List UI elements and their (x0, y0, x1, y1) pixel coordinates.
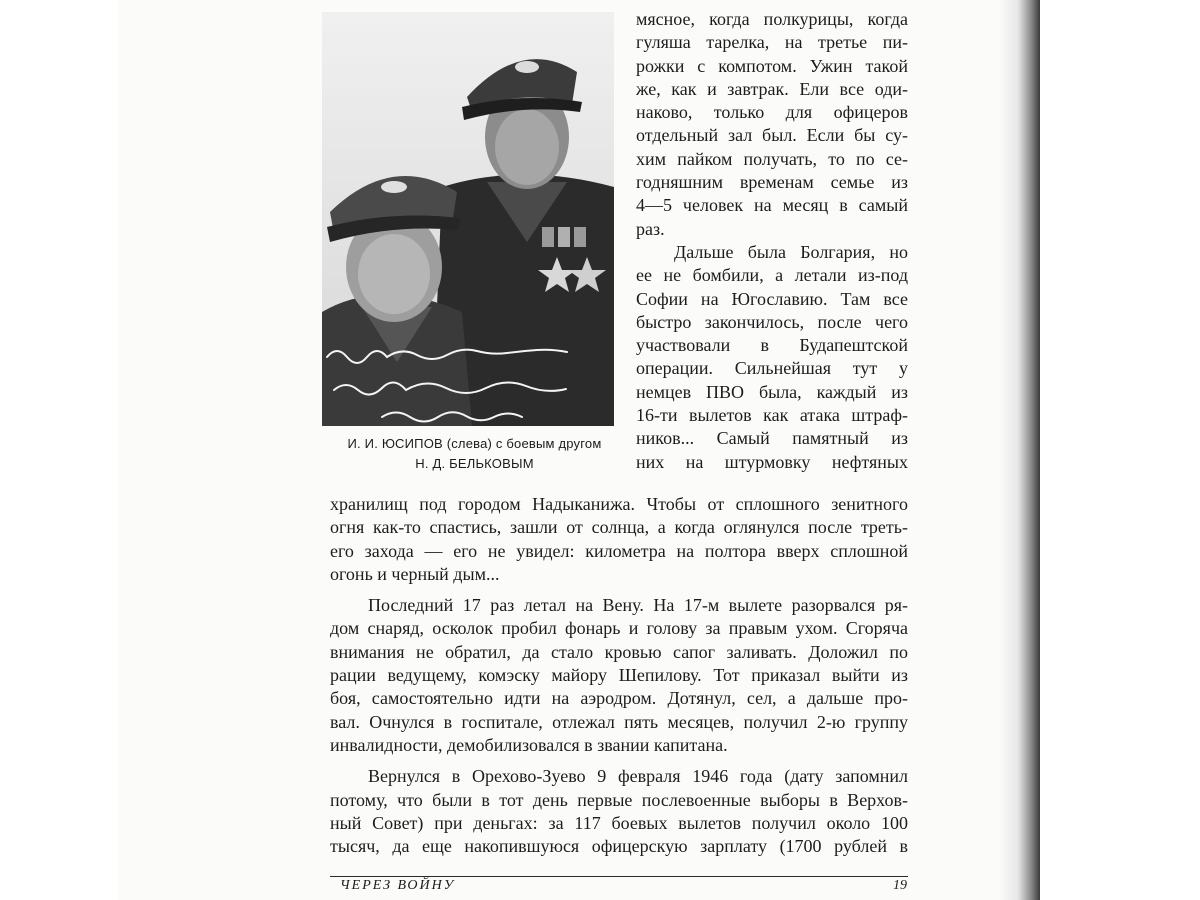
text-line: рожки с компотом. Ужин такой (636, 55, 908, 76)
text-line: Дальше была Болгария, но (674, 241, 908, 262)
text-line: отдельный зал был. Если бы су- (636, 125, 908, 146)
text-line: тысяч, да еще накопившуюся офицерскую зарплату (1700 рублей в (330, 836, 908, 857)
portrait-photo (322, 12, 614, 426)
running-footer-title: ЧЕРЕЗ ВОЙНУ (340, 878, 456, 893)
text-line: операции. Сильнейшая тут у (636, 358, 908, 379)
text-line: быстро закончилось, после чего (636, 311, 908, 332)
portrait-photo-icon (322, 12, 614, 426)
text-line: Вернулся в Орехово-Зуево 9 февраля 1946 года (дату запомнил (368, 766, 908, 787)
text-line: его захода — его не увидел: километра на полтора вверх сплошной (330, 540, 908, 561)
text-line: 4—5 человек на месяц в самый (636, 195, 908, 216)
text-line: дом снаряд, осколок пробил фонарь и голову за правым ухом. Сгоряча (330, 618, 908, 639)
text-body-full (330, 493, 908, 858)
text-line: вал. Очнулся в госпитале, отлежал пять месяцев, получил 2-ю группу (330, 711, 908, 732)
text-line: инвалидности, демобилизовался в звании капитана. (330, 734, 728, 755)
text-line: же, как и завтрак. Ели все оди- (636, 78, 908, 99)
text-line: рации ведущему, комэску майору Шепилову. Тот приказал выйти из (330, 665, 908, 686)
text-line: хранилищ под городом Надыканижа. Чтобы от сплошного зенитного (330, 494, 908, 514)
text-line: 16-ти вылетов как атака штраф- (636, 405, 908, 426)
text-line: Последний 17 раз летал на Вену. На 17-м вылете разорвался ря- (368, 595, 908, 616)
text-line: ный Совет) при деньгах: за 117 боевых вылетов получил около 100 (330, 812, 908, 833)
text-line: Софии на Югославию. Там все (636, 288, 908, 309)
text-line: годняшним временам семье из (636, 172, 908, 193)
page-number: 19 (893, 878, 907, 893)
text-line: участвовали в Будапештской (636, 335, 908, 356)
text-line: гуляша тарелка, на третье пи- (636, 32, 908, 53)
scan-margin (1040, 0, 1200, 900)
text-line: потому, что были в тот день первые послевоенные выборы в Верхов- (330, 789, 908, 810)
caption-line: И. И. ЮСИПОВ (слева) с боевым другом (347, 436, 602, 451)
text-column-right (636, 8, 908, 474)
photo-caption (322, 434, 627, 474)
text-line: раз. (636, 218, 665, 239)
text-line: ников... Самый памятный из (636, 428, 908, 449)
text-line: наково, только для офицеров (636, 102, 908, 123)
text-line: огонь и черный дым... (330, 563, 500, 584)
caption-line: Н. Д. БЕЛЬКОВЫМ (415, 456, 534, 471)
text-line: ее не бомбили, а летали из-под (636, 265, 908, 286)
text-line: боя, самостоятельно идти на аэродром. Дотянул, сел, а дальше про- (330, 688, 908, 709)
footer-rule (330, 876, 908, 877)
text-line: них на штурмовку нефтяных (636, 451, 908, 472)
book-binding-shadow (1000, 0, 1040, 900)
text-line: внимания не обратил, да стало кровью сапог заливать. Доложил по (330, 641, 908, 662)
text-line: огня как-то спастись, зашли от солнца, а когда оглянулся после треть- (330, 517, 908, 538)
text-line: хим пайком получать, то по се- (636, 148, 908, 169)
text-line: мясное, когда полкурицы, когда (636, 9, 908, 29)
text-line: немцев ПВО была, каждый из (636, 381, 908, 402)
